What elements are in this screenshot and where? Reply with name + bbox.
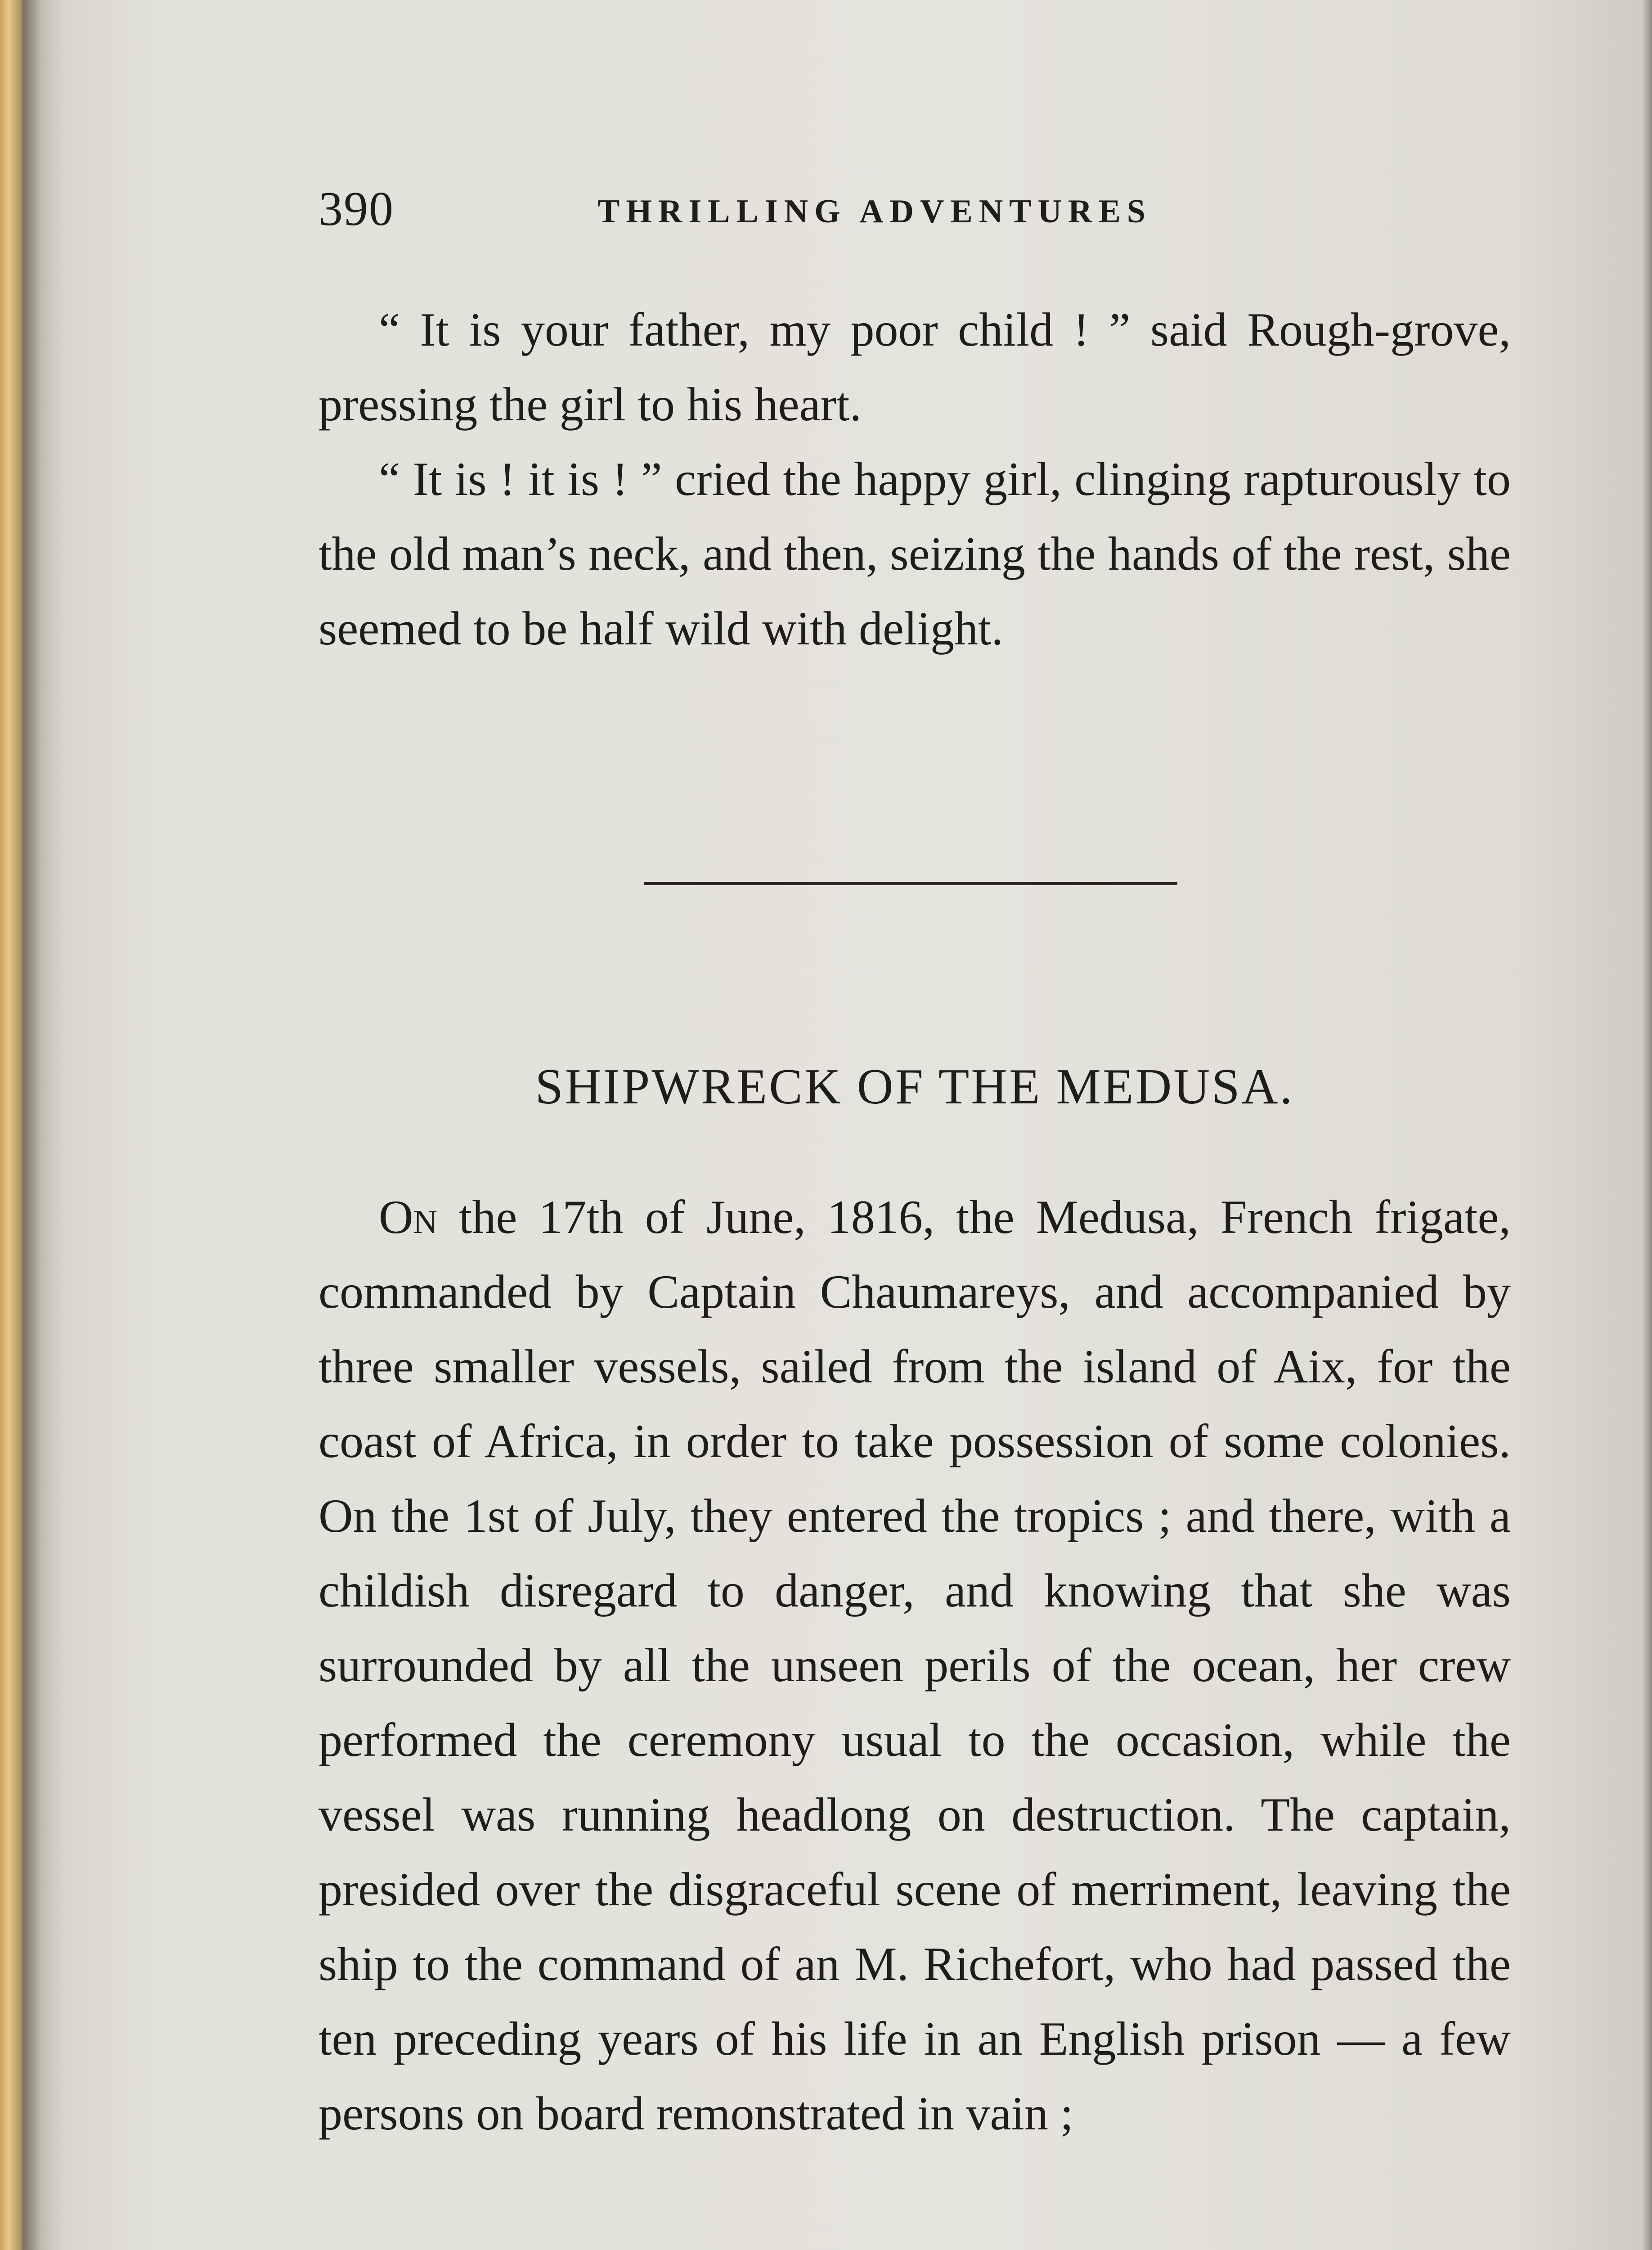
page-edge-left xyxy=(0,0,22,2250)
paragraph: “ It is your father, my poor child ! ” said Rough-grove, pressing the girl to his heart. xyxy=(319,303,1511,431)
passage-1 xyxy=(319,292,1511,666)
paragraph-body: the 17th of June, 1816, the Medusa, French frigate, commanded by Captain Chaumareys, and accompanied by three smaller vessels, sailed from the island of Aix, for the coast of Africa, in order to take possession of some colonies. On the 1st of July, they entered the tropics ; and there, with a childish disregard to danger, and knowing that she was surrounded by all the unseen perils of the ocean, her crew performed the ceremony usual to the occasion, while the vessel was running headlong on destruction. The captain, presided over the disgraceful scene of merriment, leaving the ship to the command of an M. Richefort, who had passed the ten preceding years of his life in an English prison — a few persons on board remonstrated in vain ; xyxy=(319,1191,1511,2140)
paragraph: “ It is ! it is ! ” cried the happy girl, clinging rapturously to the old man’s neck, and then, seizing the hands of the rest, she seemed to be half wild with delight. xyxy=(319,453,1511,655)
running-head: THRILLING ADVENTURES xyxy=(597,193,1152,230)
page-header xyxy=(319,180,1511,238)
first-word: On xyxy=(379,1191,437,1243)
gutter-shadow xyxy=(22,0,40,2250)
section-title: SHIPWRECK OF THE MEDUSA. xyxy=(535,1059,1294,1115)
section-divider xyxy=(644,882,1177,885)
page-edge-right xyxy=(1642,0,1652,2250)
page-number: 390 xyxy=(319,182,394,236)
paragraph xyxy=(319,1180,1511,2151)
passage-2 xyxy=(319,1180,1511,2151)
